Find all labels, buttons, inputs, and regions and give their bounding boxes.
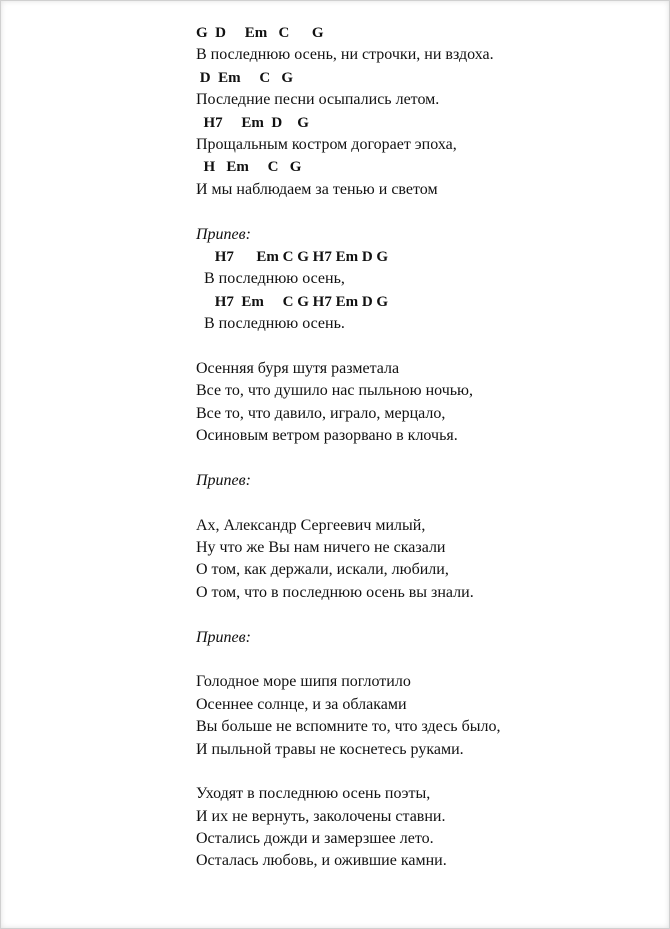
verse-2 [196,358,636,448]
lyric-line: Последние песни осыпались летом. [196,91,440,109]
lyric-line: О том, как держали, искали, любили, [196,561,449,579]
chord-line: H7 Em C G H7 Em D G [196,248,389,265]
lyric-line: Уходят в последнюю осень поэты, [196,785,431,803]
stanza-gap [196,335,636,357]
lyric-line: Все то, что давило, играло, мерцало, [196,404,446,422]
lyric-line: И пыльной травы не коснетесь руками. [196,740,464,758]
lyric-line: В последнюю осень, [196,270,345,288]
stanza-gap [196,201,636,223]
chord-line: H7 Em D G [196,114,309,131]
lyric-line: Прощальным костром догорает эпоха, [196,135,457,153]
lyric-line: Осталась любовь, и ожившие камни. [196,852,447,870]
lyric-line: Осеннее солнце, и за облаками [196,695,407,713]
chorus-label: Припев: [196,471,251,489]
stanza-gap [196,761,636,783]
lyric-line: И мы наблюдаем за тенью и светом [196,180,438,198]
lyric-line: В последнюю осень. [196,315,345,333]
chorus [196,224,636,336]
lyric-line: Ну что же Вы нам ничего не сказали [196,538,446,556]
verse-1 [196,22,636,201]
lyric-line: Все то, что душило нас пыльною ночью, [196,382,474,400]
chord-line: G D Em C G [196,25,324,41]
lyric-line: И их не вернуть, заколочены ставни. [196,807,446,825]
lyric-line: О том, что в последнюю осень вы знали. [196,583,474,601]
chorus-label: Припев: [196,628,251,646]
song-text [196,22,636,873]
chord-line: D Em C G [196,69,294,86]
verse-3 [196,515,636,605]
lyric-line: Вы больше не вспомните то, что здесь было, [196,718,501,736]
lyric-line: Осиновым ветром разорвано в клочья. [196,427,458,445]
stanza-gap [196,492,636,514]
verse-4 [196,671,636,761]
lyric-line: В последнюю осень, ни строчки, ни вздоха. [196,46,494,64]
chord-line: H Em C G [196,159,302,176]
lyric-line: Остались дожди и замерзшее лето. [196,830,434,848]
lyric-line: Ах, Александр Сергеевич милый, [196,516,426,534]
lyric-line: Осенняя буря шутя разметала [196,359,400,377]
stanza-gap [196,649,636,671]
lyric-line: Голодное море шипя поглотило [196,673,411,691]
stanza-gap [196,447,636,469]
verse-5 [196,783,636,873]
stanza-gap [196,604,636,626]
chorus-label: Припев: [196,225,251,243]
chord-line: H7 Em C G H7 Em D G [196,293,389,310]
